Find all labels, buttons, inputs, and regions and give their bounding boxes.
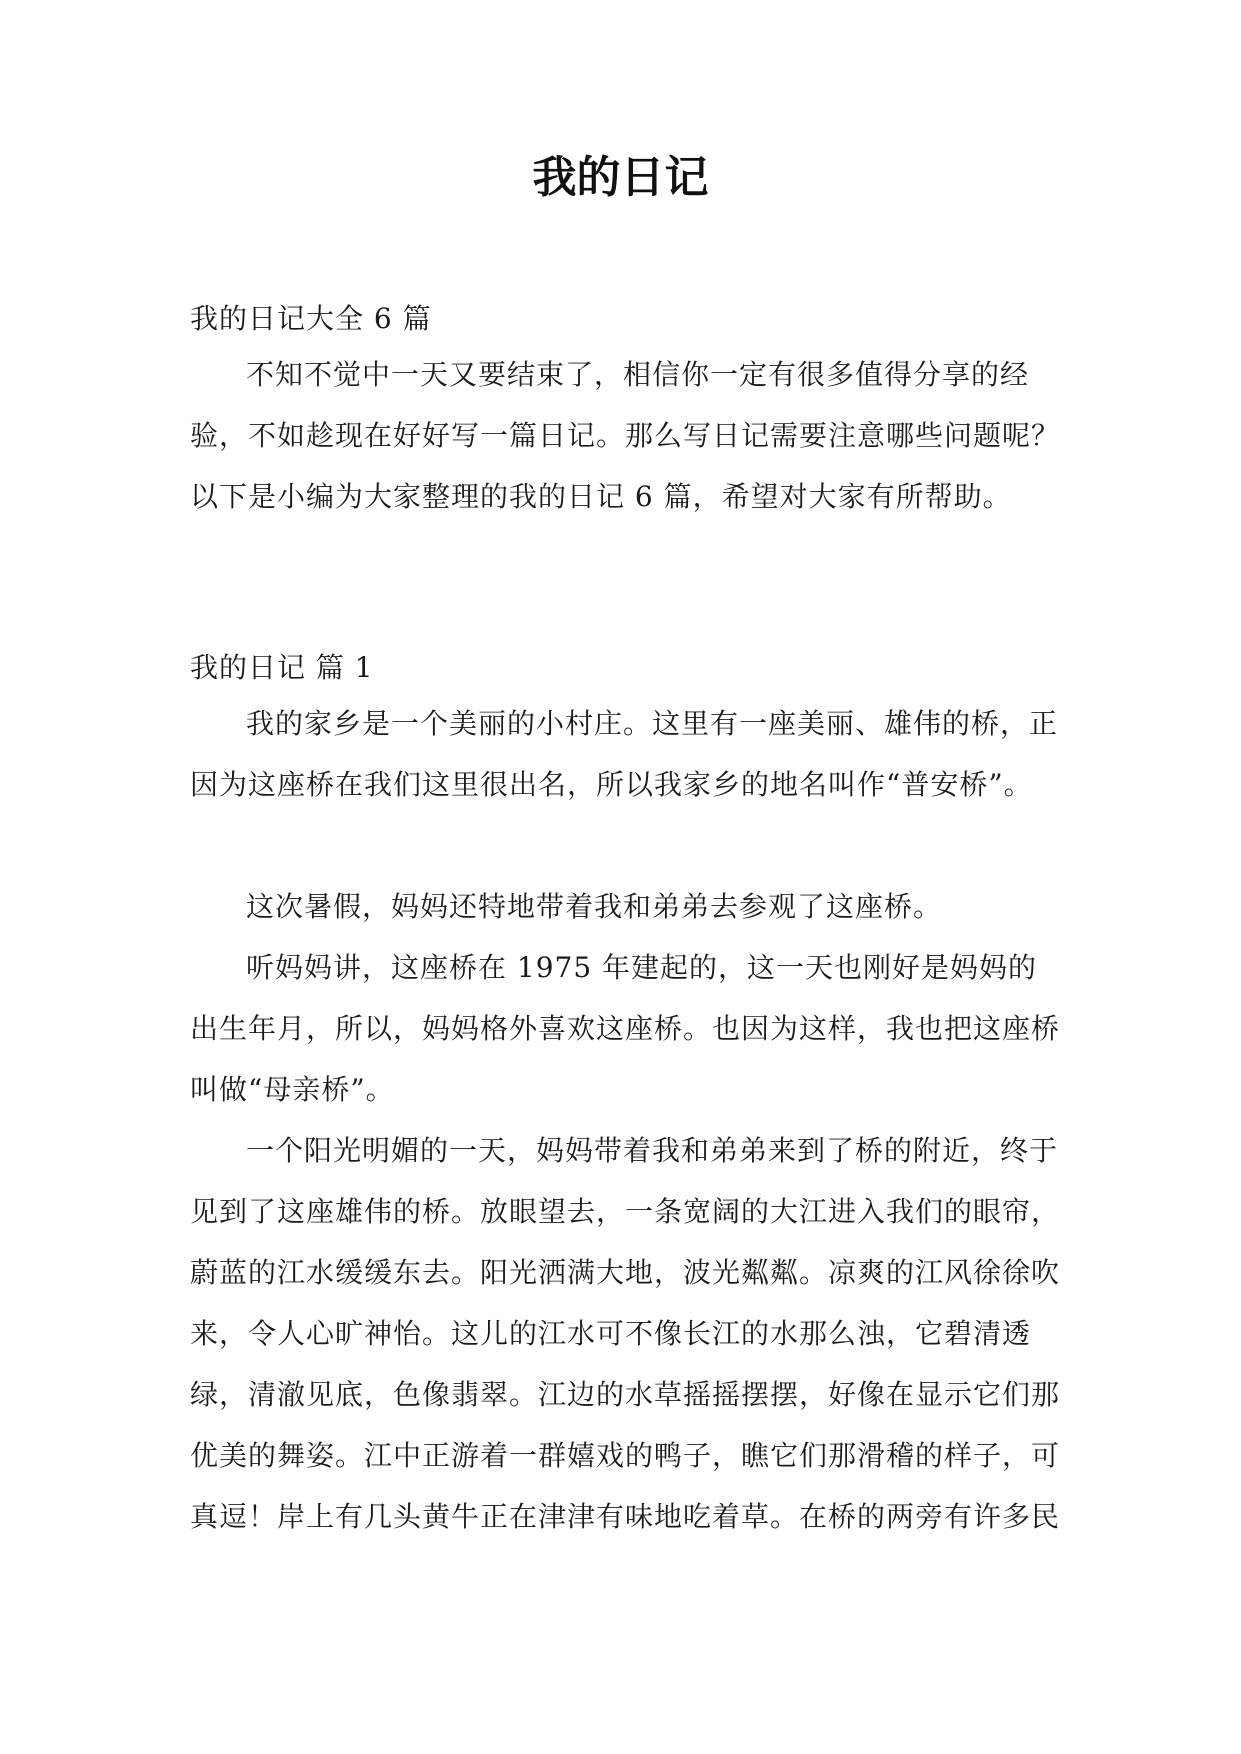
- paragraph-river-scene: 一个阳光明媚的一天，妈妈带着我和弟弟来到了桥的附近，终于见到了这座雄伟的桥。放眼望去，一条宽阔的大江进入我们的眼帘，蔚蓝的江水缓缓东去。阳光洒满大地，波光粼粼。凉爽的江风徐徐吹来，令人心旷神怡。这儿的江水可不像长江的水那么浊，它碧清透绿，清澈见底，色像翡翠。江边的水草摇摇摆摆，好像在显示它们那优美的舞姿。江中正游着一群嬉戏的鸭子，瞧它们那滑稽的样子，可真逗！岸上有几头黄牛正在津津有味地吃着草。在桥的两旁有许多民: [190, 1134, 1061, 1533]
- section-heading: 我的日记 篇 1: [190, 651, 374, 684]
- document-title: 我的日记: [532, 152, 709, 203]
- paragraph-summer-visit: 这次暑假，妈妈还特地带着我和弟弟去参观了这座桥。: [246, 890, 943, 923]
- document-subtitle: 我的日记大全 6 篇: [190, 302, 432, 335]
- paragraph-bridge-history: 听妈妈讲，这座桥在 1975 年建起的，这一天也刚好是妈妈的出生年月，所以，妈妈格外喜欢这座桥。也因为这样，我也把这座桥叫做“母亲桥”。: [190, 951, 1061, 1106]
- intro-paragraph: 不知不觉中一天又要结束了，相信你一定有很多值得分享的经验，不如趁现在好好写一篇日记。那么写日记需要注意哪些问题呢？以下是小编为大家整理的我的日记 6 篇，希望对大家有所帮助。: [190, 358, 1061, 513]
- paragraph-hometown: 我的家乡是一个美丽的小村庄。这里有一座美丽、雄伟的桥，正因为这座桥在我们这里很出名，所以我家乡的地名叫作“普安桥”。: [190, 707, 1059, 801]
